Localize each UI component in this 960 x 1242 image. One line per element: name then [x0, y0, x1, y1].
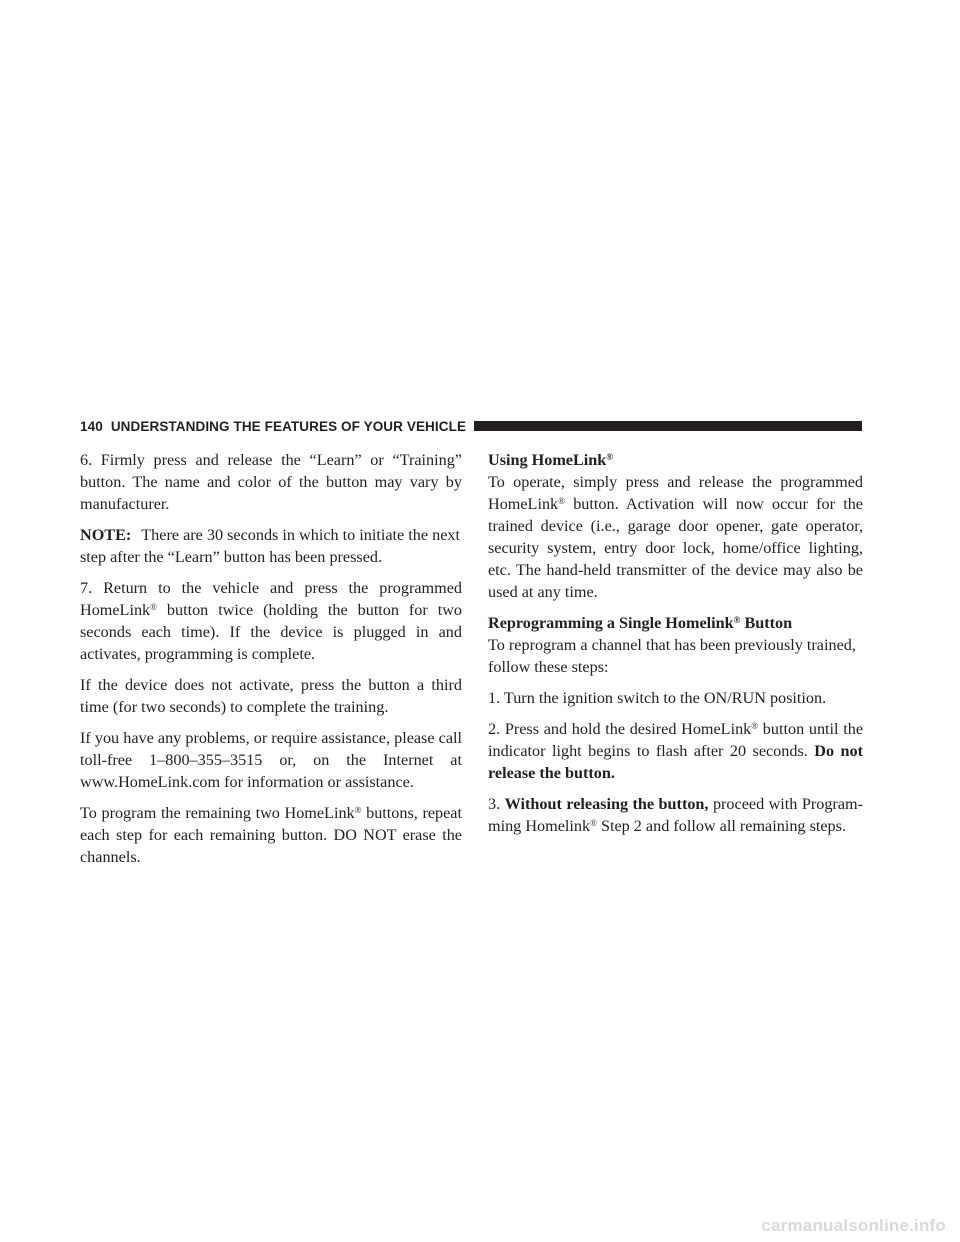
watermark: carmanualsonline.info — [761, 1216, 946, 1235]
registered-mark: ® — [751, 721, 759, 731]
reprog-step-3-text-cont: Step 2 and follow all remaining steps. — [596, 817, 846, 835]
reprog-step-1: 1. Turn the ignition switch to the ON/RUN position. — [488, 689, 827, 707]
using-text: To operate, simply press and release the programmed HomeLink — [488, 473, 863, 513]
step-7-text-cont: button twice (holding the button for two seconds each time). If the device is plugged in and activates, programming is complete. — [80, 601, 462, 663]
note — [80, 524, 462, 568]
step-7 — [80, 577, 462, 665]
remaining-buttons-paragraph — [80, 802, 462, 868]
remaining-text: To program the remaining two HomeLink — [80, 804, 355, 822]
assistance-paragraph: If you have any problems, or require assistance, please call toll-free 1–800–355–3515 or, on the Internet at www.HomeLink.com for information or assistance. — [80, 729, 462, 791]
page-number: 140 — [80, 418, 103, 434]
note-label: NOTE: — [80, 526, 132, 544]
reprog-heading-text: Reprogramming a Single Homelink — [488, 614, 734, 632]
remaining-text-cont: buttons, repeat each step for each remaining button. DO NOT erase the channels. — [80, 804, 462, 866]
reprog-step-2 — [488, 718, 863, 784]
registered-mark: ® — [590, 818, 597, 828]
step-6: 6. Firmly press and release the “Learn” or “Training” button. The name and color of the button may vary by manufacturer. — [80, 451, 462, 513]
registered-mark: ® — [733, 615, 741, 625]
step-7-text: 7. Return to the vehicle and press the programmed HomeLink — [80, 579, 462, 619]
reprogramming-heading — [488, 612, 863, 634]
reprog-step-2-text: 2. Press and hold the desired HomeLink — [488, 720, 752, 738]
right-column — [488, 449, 863, 846]
reprog-heading-text-cont: Button — [740, 614, 793, 632]
reprog-step-3 — [488, 793, 863, 837]
reprogramming-intro: To reprogram a channel that has been previously trained, follow these steps: — [488, 636, 856, 676]
using-text-cont: button. Activation will now occur for the trained device (i.e., garage door opener, gate operator, security system, entry door lock, home/office lighting, etc. The hand-held transmitter of the device may also be used at any time. — [488, 495, 863, 601]
reprog-step-3-number: 3. — [488, 795, 505, 813]
third-press-paragraph: If the device does not activate, press the button a third time (for two seconds) to complete the training. — [80, 676, 462, 716]
left-column — [80, 449, 462, 877]
reprog-step-3-bold: Without releasing the button, — [504, 795, 709, 813]
reprog-step-3-text: proceed with Program-ming Homelink — [488, 795, 863, 835]
registered-mark: ® — [558, 496, 565, 506]
registered-mark: ® — [150, 602, 157, 612]
using-heading-text: Using HomeLink — [488, 451, 607, 469]
using-homelink-heading — [488, 449, 863, 471]
reprog-step-2-text-cont: button until the indicator light begins to flash after 20 seconds. — [488, 720, 864, 760]
using-homelink-paragraph — [488, 471, 863, 603]
section-title: UNDERSTANDING THE FEATURES OF YOUR VEHICLE — [110, 418, 467, 434]
reprog-step-2-warning: Do not release the button. — [488, 742, 863, 782]
registered-mark: ® — [606, 452, 614, 462]
header-rule — [474, 421, 862, 431]
registered-mark: ® — [354, 805, 362, 815]
page-header — [80, 416, 862, 436]
note-text: There are 30 seconds in which to initiate the next step after the “Learn” button has been pressed. — [80, 526, 460, 566]
